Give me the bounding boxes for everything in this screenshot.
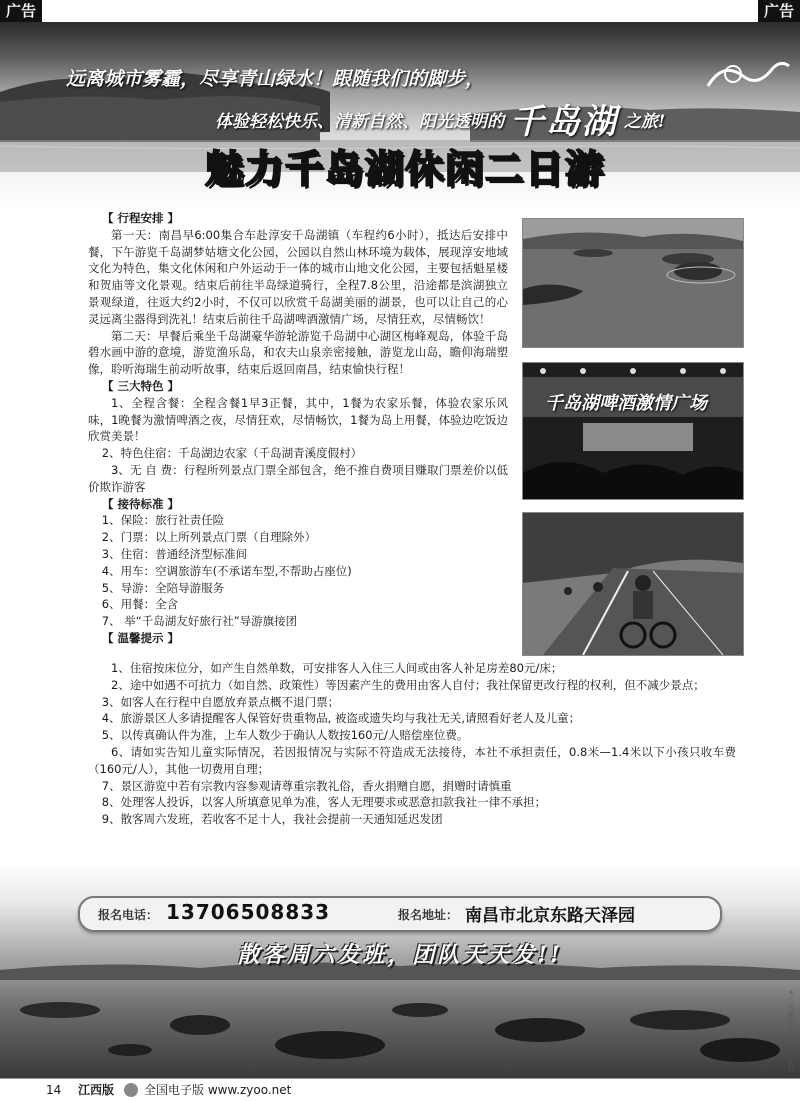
standard-item: 6、用餐：全含 xyxy=(101,597,179,612)
photo-cycling xyxy=(522,512,744,656)
photo-beer-plaza xyxy=(522,362,744,500)
tips-list xyxy=(88,660,736,828)
slogan-line2-prefix: 体验轻松快乐、清新自然、阳光透明的 xyxy=(215,112,504,132)
standard-item: 3、住宿：普通经济型标准间 xyxy=(101,546,248,561)
footer-slogan: 散客周六发班，团队天天发!! xyxy=(237,942,563,968)
standard-item: 5、导游：全陪导游服务 xyxy=(101,580,225,595)
phone-label: 报名电话： xyxy=(98,908,159,922)
brand-calligraphy: 千岛湖 xyxy=(509,102,618,142)
standard-item: 1、保险：旅行社责任险 xyxy=(101,513,225,528)
itinerary-day1: 第一天：南昌早6:00集合车赴淳安千岛湖镇（车程约6小时），抵达后安排中餐，下午游览千岛湖梦姑塘文化公园，公园以自然山林环境为载体，展现淳安地域文化为特色，集文化休闲和户外运动于一体的城市山地文化公园，主要包括魁星楼和贺庙等文化景观。结束后前往半岛绿道骑行，全程7.8公里，沿途都是滨湖独立景观绿道，往返大约2小时，不仅可以欣赏千岛湖美丽的湖景，也可以让自己的心灵远离尘器得到洗礼！结束后前往千岛湖啤酒激情广场，尽情狂欢，尽情畅饮！ xyxy=(88,227,508,326)
feature-item: 3、无 自 费：行程所列景点门票全部包含，绝不推自费项目赚取门票差价以低价欺诈游客 xyxy=(88,462,508,494)
ad-tag-right: 广告 xyxy=(758,0,800,22)
tip-item: 7、景区游览中若有宗教内容参观请尊重宗教礼俗，香火捐赠自愿，捐赠时请慎重 xyxy=(101,778,512,793)
tip-item: 3、如客人在行程中自愿放弃景点概不退门票； xyxy=(101,694,340,709)
site-url: 全国电子版 www.zyoo.net xyxy=(144,1083,292,1097)
slogan-line2 xyxy=(215,94,665,143)
tip-item: 9、散客周六发班，若收客不足十人，我社会提前一天通知延迟发团 xyxy=(101,812,443,827)
tip-item: 1、住宿按床位分，如产生自然单数，可安排客人入住三人间或由客人补足房差80元/床； xyxy=(111,661,563,675)
islands-aerial xyxy=(0,950,800,1078)
address-value: 南昌市北京东路天泽园 xyxy=(465,906,635,926)
standard-item: 7、 举“千岛湖友好旅行社”导游旗接团 xyxy=(101,614,298,629)
standard-item: 4、用车：空调旅游车(不承诺车型,不帮助占座位) xyxy=(101,563,352,578)
page-footer-bar xyxy=(0,1078,800,1101)
slogan-line2-suffix: 之旅! xyxy=(623,112,666,132)
standard-item: 2、门票：以上所列景点门票（自理除外） xyxy=(101,530,317,545)
tip-item: 5、以传真确认件为准，上车人数少于确认人数按160元/人赔偿座位费。 xyxy=(101,728,469,743)
photo-lake-islands xyxy=(522,218,744,348)
tips-heading: 【 温馨提示 】 xyxy=(102,630,180,645)
slogan-line1: 远离城市雾霾，尽享青山绿水！跟随我们的脚步， xyxy=(66,68,485,90)
tip-item: 6、请如实告知儿童实际情况，若因报情况与实际不符造成无法接待，本社不承担责任，0.8米—1.4米以下小孩只收车费（160元/人），其他一切费用自理； xyxy=(88,744,736,776)
tip-item: 4、旅游景区人多请提醒客人保管好贵重物品, 被盗或遗失均与我社无关,请照看好老人及儿童； xyxy=(101,711,581,726)
feature-item: 1、全程含餐：全程含餐1早3正餐，其中，1餐为农家乐餐，体验农家乐风味，1晚餐为激情啤酒之夜，尽情狂欢，尽情畅饮，1餐为岛上用餐，体验边吃饭边欣赏美景！ xyxy=(88,395,508,444)
tip-item: 2、途中如遇不可抗力（如自然、政策性）等因素产生的费用由客人自付；我社保留更改行程的权利，但不减少景点； xyxy=(111,677,705,692)
header-banner xyxy=(0,22,800,210)
edition-dot-icon xyxy=(124,1083,138,1097)
page-title: 魅力千岛湖休闲二日游 xyxy=(204,147,605,191)
ad-tag-left: 广告 xyxy=(0,0,42,22)
page-number: 14 xyxy=(46,1083,62,1097)
photo-caption: 千岛湖啤酒激情广场 xyxy=(545,393,707,414)
tip-item: 8、处理客人投诉，以客人所填意见单为准，客人无理要求或恶意扣款我社一律不承担； xyxy=(101,795,547,810)
features-heading: 【 三大特色 】 xyxy=(102,378,180,393)
edition-label: 江西版 xyxy=(78,1083,115,1097)
itinerary-heading: 【 行程安排 】 xyxy=(102,211,180,225)
contact-bar xyxy=(78,896,722,932)
address-label: 报名地址： xyxy=(398,908,459,922)
feature-item: 2、特色住宿：千岛湖边农家（千岛湖青溪度假村） xyxy=(101,446,363,461)
side-note: 本广告图文内容由客户提供 xyxy=(788,990,795,1074)
itinerary-column xyxy=(88,210,508,647)
phone-number: 13706508833 xyxy=(166,900,331,924)
itinerary-day2: 第二天：早餐后乘坐千岛湖豪华游轮游览千岛湖中心湖区梅峰观岛，体验千岛碧水画中游的意境，游览渔乐岛，和农夫山泉亲密接触，游览龙山岛，瞻仰海瑞塑像，聆听海瑞生前动听故事，结束后返回南昌，结束愉快行程！ xyxy=(88,328,508,377)
standards-heading: 【 接待标准 】 xyxy=(102,496,180,511)
swirl-logo-icon xyxy=(703,56,793,96)
footer-banner xyxy=(0,860,800,1078)
